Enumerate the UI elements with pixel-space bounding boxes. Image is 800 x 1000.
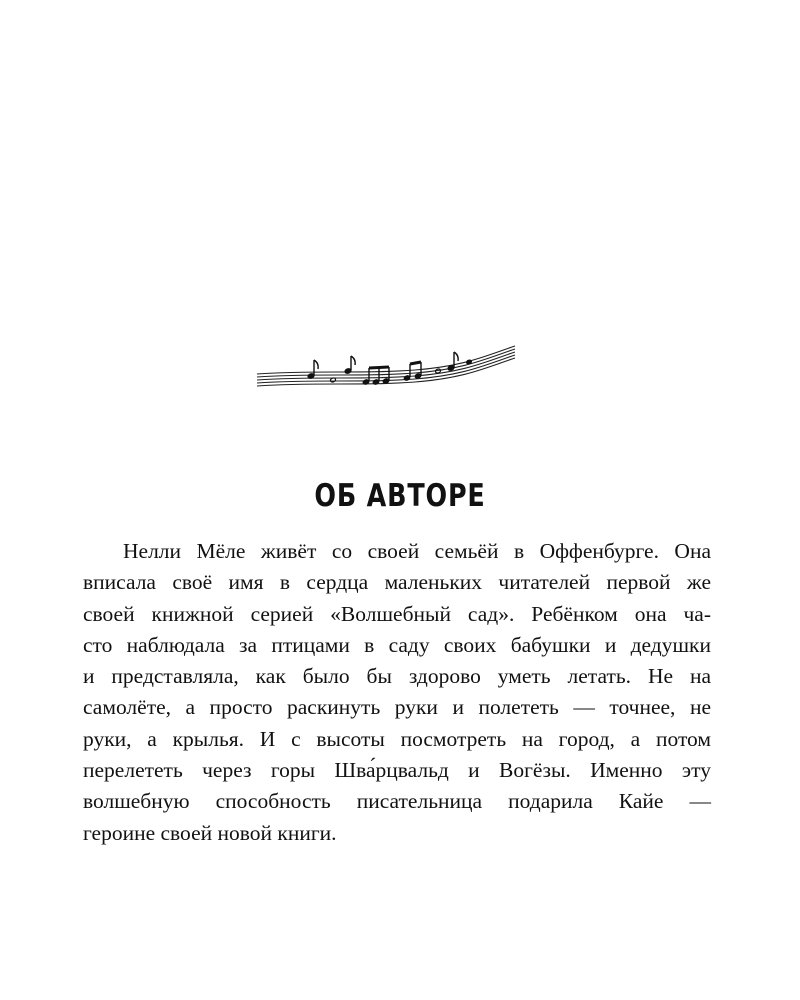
text-line: героине своей новой книги. (83, 820, 337, 845)
text-line: своей книжной серией «Волшебный сад». Ребёнком она ча- (83, 601, 711, 626)
text-line: сто наблюдала за птицами в саду своих бабушки и дедушки (83, 632, 711, 657)
chapter-title: ОБ АВТОРЕ (314, 478, 486, 514)
text-line: самолёте, а просто раскинуть руки и полететь — точнее, не (83, 695, 711, 720)
author-bio-paragraph (83, 536, 711, 849)
text-line: Нелли Мёле живёт со своей семьёй в Оффенбурге. Она (123, 539, 711, 563)
music-staff-notes-icon (255, 340, 517, 396)
text-line: вписала своё имя в сердца маленьких читателей первой же (83, 570, 711, 595)
text-line: волшебную способность писательница подарила Кайе — (83, 789, 711, 814)
text-line: руки, а крылья. И с высоты посмотреть на город, а потом (83, 726, 711, 751)
text-line: и представляла, как было бы здорово уметь летать. Не на (83, 664, 711, 689)
text-line: перелететь через горы Шва́рцвальд и Вогёзы. Именно эту (83, 758, 711, 783)
